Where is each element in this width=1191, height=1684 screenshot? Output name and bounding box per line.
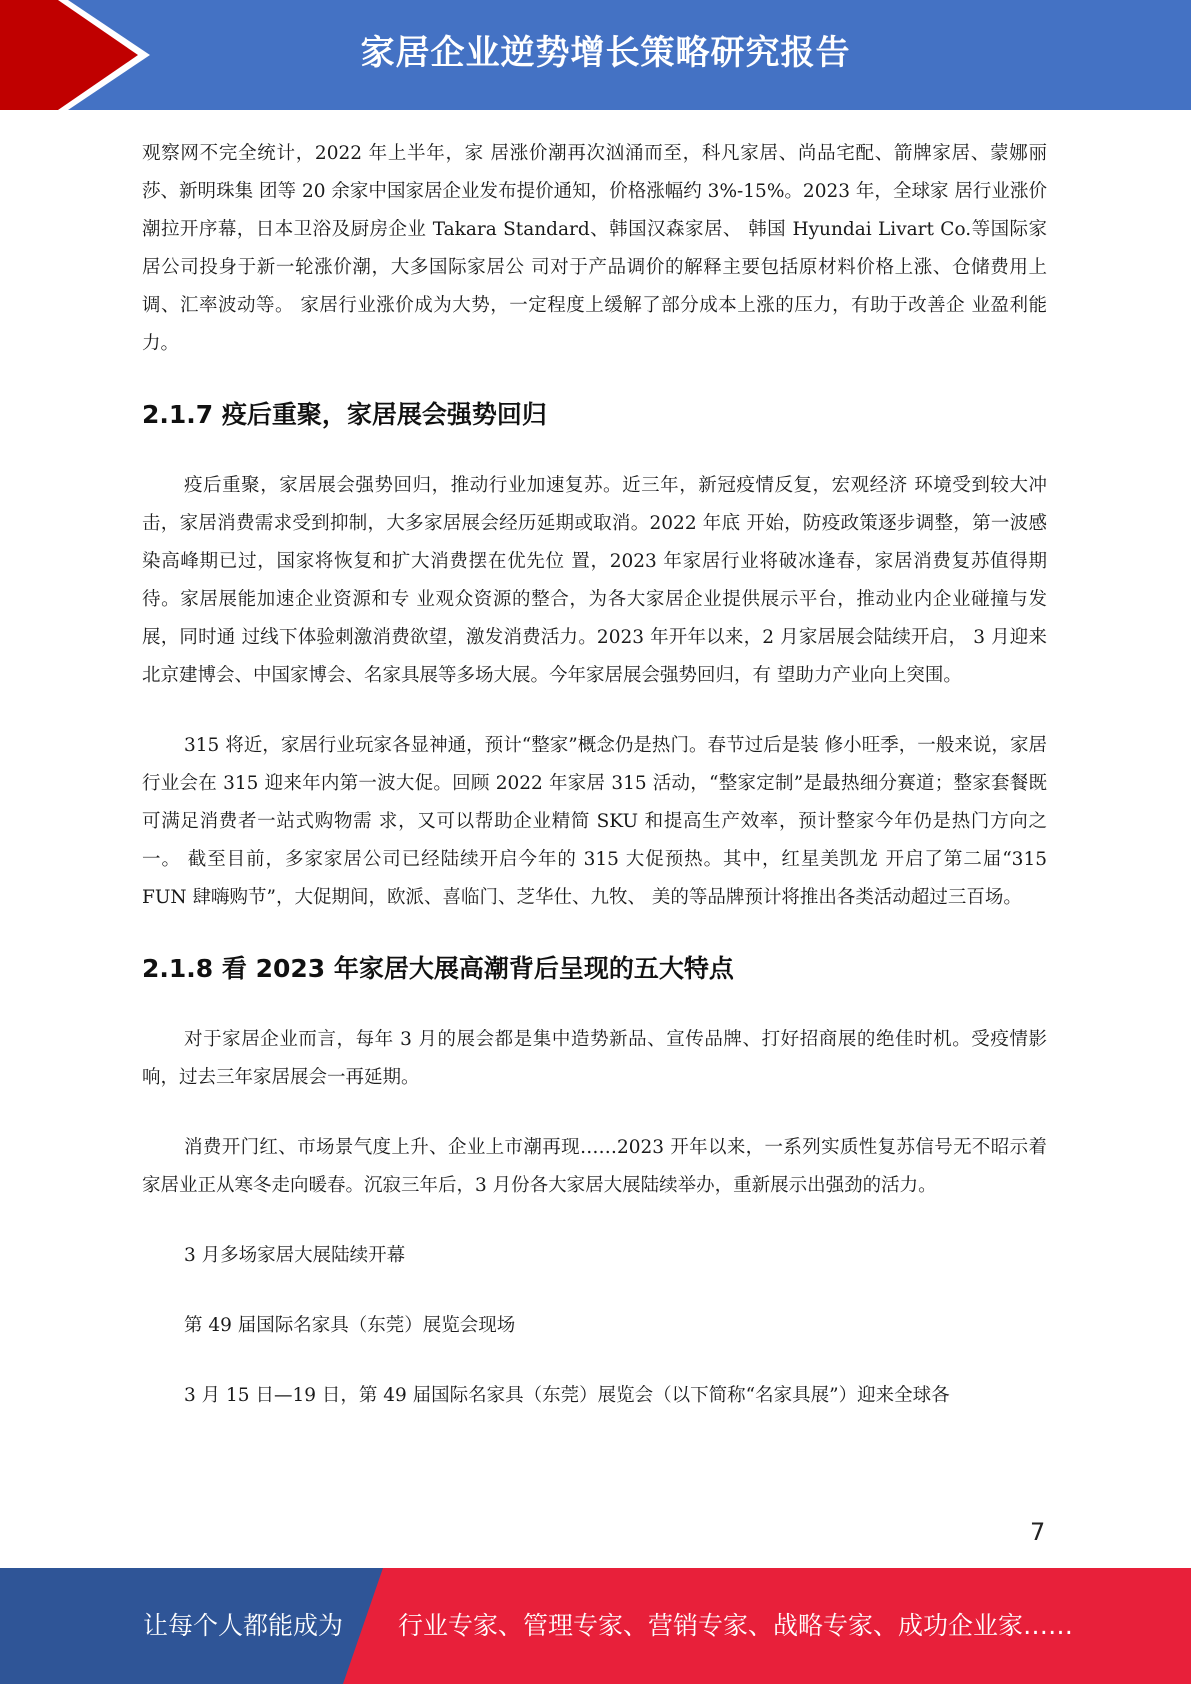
document-body — [142, 135, 1047, 1415]
page-number: 7 — [1030, 1518, 1046, 1546]
section-heading-2-1-8: 2.1.8 看 2023 年家居大展高潮背后呈现的五大特点 — [142, 954, 734, 983]
section-heading-2-1-7: 2.1.7 疫后重聚，家居展会强势回归 — [142, 400, 547, 429]
page-header — [0, 0, 1191, 110]
paragraph-exhibitions-return: 疫后重聚，家居展会强势回归，推动行业加速复苏。近三年，新冠疫情反复，宏观经济 环境受到较大冲击，家居消费需求受到抑制，大多家居展会经历延期或取消。2022 年底 开始，防疫政策逐步调整，第一波感染高峰期已过，国家将恢复和扩大消费摆在优先位 置，2023 年家居行业将破冰逢春，家居消费复苏值得期待。家居展能加速企业资源和专 业观众资源的整合，为各大家居企业提供展示平台，推动业内企业碰撞与发展，同时通 过线下体验刺激消费欲望，激发消费活力。2023 年开年以来，2 月家居展会陆续开启， 3 月迎来北京建博会、中国家博会、名家具展等多场大展。今年家居展会强势回归，有 望助力产业向上突围。 — [142, 475, 1047, 686]
paragraph-dongguan-fair: 3 月 15 日—19 日，第 49 届国际名家具（东莞）展览会（以下简称“名家具展”）迎来全球各 — [184, 1385, 950, 1406]
paragraph-315-promotion: 315 将近，家居行业玩家各显神通，预计“整家”概念仍是热门。春节过后是装 修小旺季，一般来说，家居行业会在 315 迎来年内第一波大促。回顾 2022 年家居 315 活动，“整家定制”是最热细分赛道；整家套餐既可满足消费者一站式购物需 求，又可以帮助企业精简 SKU 和提高生产效率，预计整家今年仍是热门方向之一。 截至目前，多家家居公司已经陆续开启今年的 315 大促预热。其中，红星美凯龙 开启了第二届“315 FUN 肆嗨购节”，大促期间，欧派、喜临门、芝华仕、九牧、 美的等品牌预计将推出各类活动超过三百场。 — [142, 735, 1047, 908]
page-footer — [0, 1568, 1191, 1684]
report-title: 家居企业逆势增长策略研究报告 — [360, 33, 851, 73]
paragraph-caption-dongguan: 第 49 届国际名家具（东莞）展览会现场 — [184, 1315, 516, 1336]
footer-slogan-left: 让每个人都能成为 — [143, 1611, 344, 1640]
paragraph-caption-march: 3 月多场家居大展陆续开幕 — [184, 1245, 406, 1266]
paragraph-price-increase: 观察网不完全统计，2022 年上半年，家 居涨价潮再次汹涌而至，科凡家居、尚品宅配、箭牌家居、蒙娜丽莎、新明珠集 团等 20 余家中国家居企业发布提价通知，价格涨幅约 3%-15%。2023 年，全球家 居行业涨价潮拉开序幕，日本卫浴及厨房企业 Takara Standard、韩国汉森家居、 韩国 Hyundai Livart Co.等国际家居公司投身于新一轮涨价潮，大多国际家居公 司对于产品调价的解释主要包括原材料价格上涨、仓储费用上调、汇率波动等。 家居行业涨价成为大势，一定程度上缓解了部分成本上涨的压力，有助于改善企 业盈利能力。 — [142, 143, 1047, 354]
paragraph-march-exhibitions: 对于家居企业而言，每年 3 月的展会都是集中造势新品、宣传品牌、打好招商展的绝佳时机。受疫情影响，过去三年家居展会一再延期。 — [142, 1029, 1047, 1088]
footer-slogan-right: 行业专家、管理专家、营销专家、战略专家、成功企业家…… — [398, 1611, 1074, 1640]
paragraph-recovery-signals: 消费开门红、市场景气度上升、企业上市潮再现……2023 开年以来，一系列实质性复苏信号无不昭示着家居业正从寒冬走向暖春。沉寂三年后，3 月份各大家居大展陆续举办，重新展示出强劲的活力。 — [142, 1137, 1047, 1196]
